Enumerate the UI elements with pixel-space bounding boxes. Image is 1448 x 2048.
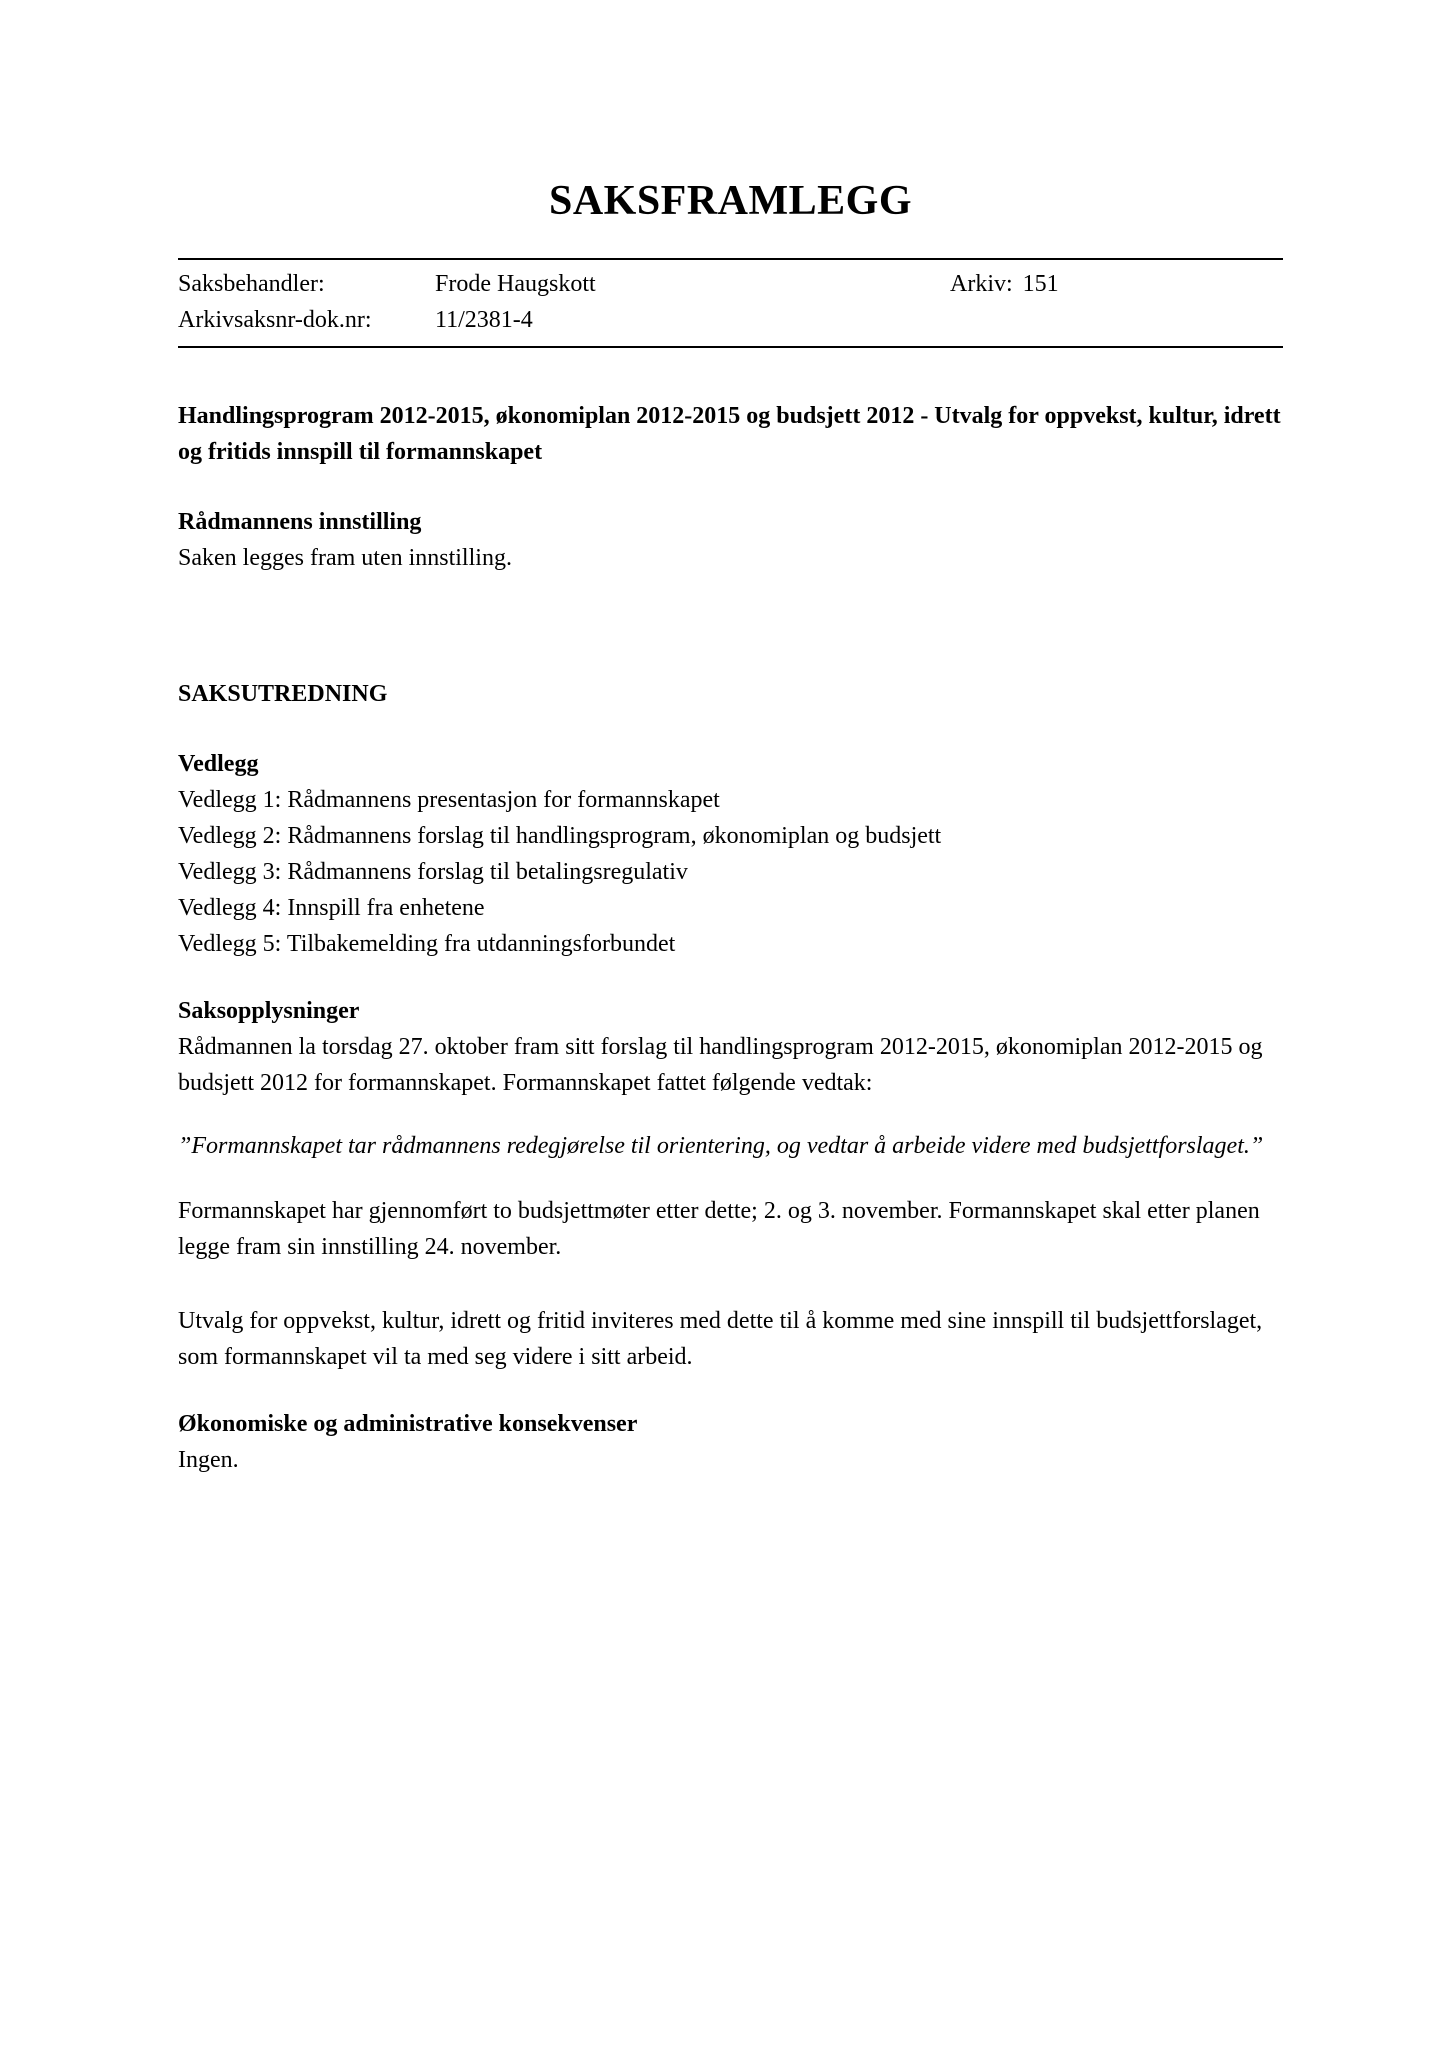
vedlegg-item: Vedlegg 3: Rådmannens forslag til betalingsregulativ bbox=[178, 859, 688, 886]
innstilling-heading: Rådmannens innstilling bbox=[178, 509, 422, 536]
subject-heading: Handlingsprogram 2012-2015, økonomiplan 2012-2015 og budsjett 2012 - Utvalg for oppvekst, kultur, idrett og fritids innspill til formannskapet bbox=[178, 403, 1281, 466]
vedlegg-section bbox=[178, 746, 1283, 962]
saksopplysninger-para3: Utvalg for oppvekst, kultur, idrett og fritid inviteres med dette til å komme med sine innspill til budsjettforslaget, som formannskapet vil ta med seg videre i sitt arbeid. bbox=[178, 1308, 1263, 1371]
arkivsaksnr-value: 11/2381-4 bbox=[435, 307, 533, 334]
saksbehandler-label: Saksbehandler: bbox=[178, 271, 325, 298]
arkiv-label: Arkiv: bbox=[950, 271, 1013, 298]
konsekvenser-body: Ingen. bbox=[178, 1447, 239, 1474]
arkivsaksnr-label: Arkivsaksnr-dok.nr: bbox=[178, 307, 372, 334]
vedlegg-item: Vedlegg 2: Rådmannens forslag til handlingsprogram, økonomiplan og budsjett bbox=[178, 823, 942, 850]
vedlegg-item: Vedlegg 4: Innspill fra enhetene bbox=[178, 895, 485, 922]
saksopplysninger-para2: Formannskapet har gjennomført to budsjettmøter etter dette; 2. og 3. november. Formannskapet skal etter planen legge fram sin innstilling 24. november. bbox=[178, 1198, 1260, 1261]
innstilling-body: Saken legges fram uten innstilling. bbox=[178, 545, 512, 572]
document-body bbox=[178, 398, 1283, 1478]
konsekvenser-heading: Økonomiske og administrative konsekvenser bbox=[178, 1411, 638, 1438]
vedlegg-item: Vedlegg 5: Tilbakemelding fra utdanningsforbundet bbox=[178, 931, 676, 958]
vedlegg-item: Vedlegg 1: Rådmannens presentasjon for formannskapet bbox=[178, 787, 720, 814]
saksutredning-heading: SAKSUTREDNING bbox=[178, 681, 388, 708]
saksopplysninger-section bbox=[178, 993, 1283, 1375]
vedtak-quote: ”Formannskapet tar rådmannens redegjørelse til orientering, og vedtar å arbeide videre med budsjettforslaget.” bbox=[178, 1133, 1264, 1160]
saksopplysninger-para1: Rådmannen la torsdag 27. oktober fram sitt forslag til handlingsprogram 2012-2015, økonomiplan 2012-2015 og budsjett 2012 for formannskapet. Formannskapet fattet følgende vedtak: bbox=[178, 1034, 1263, 1097]
case-header-table bbox=[178, 258, 1283, 348]
arkiv-field bbox=[950, 266, 1059, 302]
konsekvenser-section bbox=[178, 1406, 1283, 1478]
innstilling-section bbox=[178, 504, 1283, 576]
header-row-saksbehandler bbox=[178, 266, 1283, 302]
saksbehandler-value: Frode Haugskott bbox=[435, 271, 596, 298]
saksopplysninger-heading: Saksopplysninger bbox=[178, 998, 360, 1025]
arkiv-value: 151 bbox=[1022, 271, 1059, 298]
vedlegg-list bbox=[178, 782, 1283, 962]
header-row-arkivsaksnr bbox=[178, 302, 1283, 338]
vedlegg-heading: Vedlegg bbox=[178, 751, 259, 778]
document-title: SAKSFRAMLEGG bbox=[548, 178, 913, 224]
